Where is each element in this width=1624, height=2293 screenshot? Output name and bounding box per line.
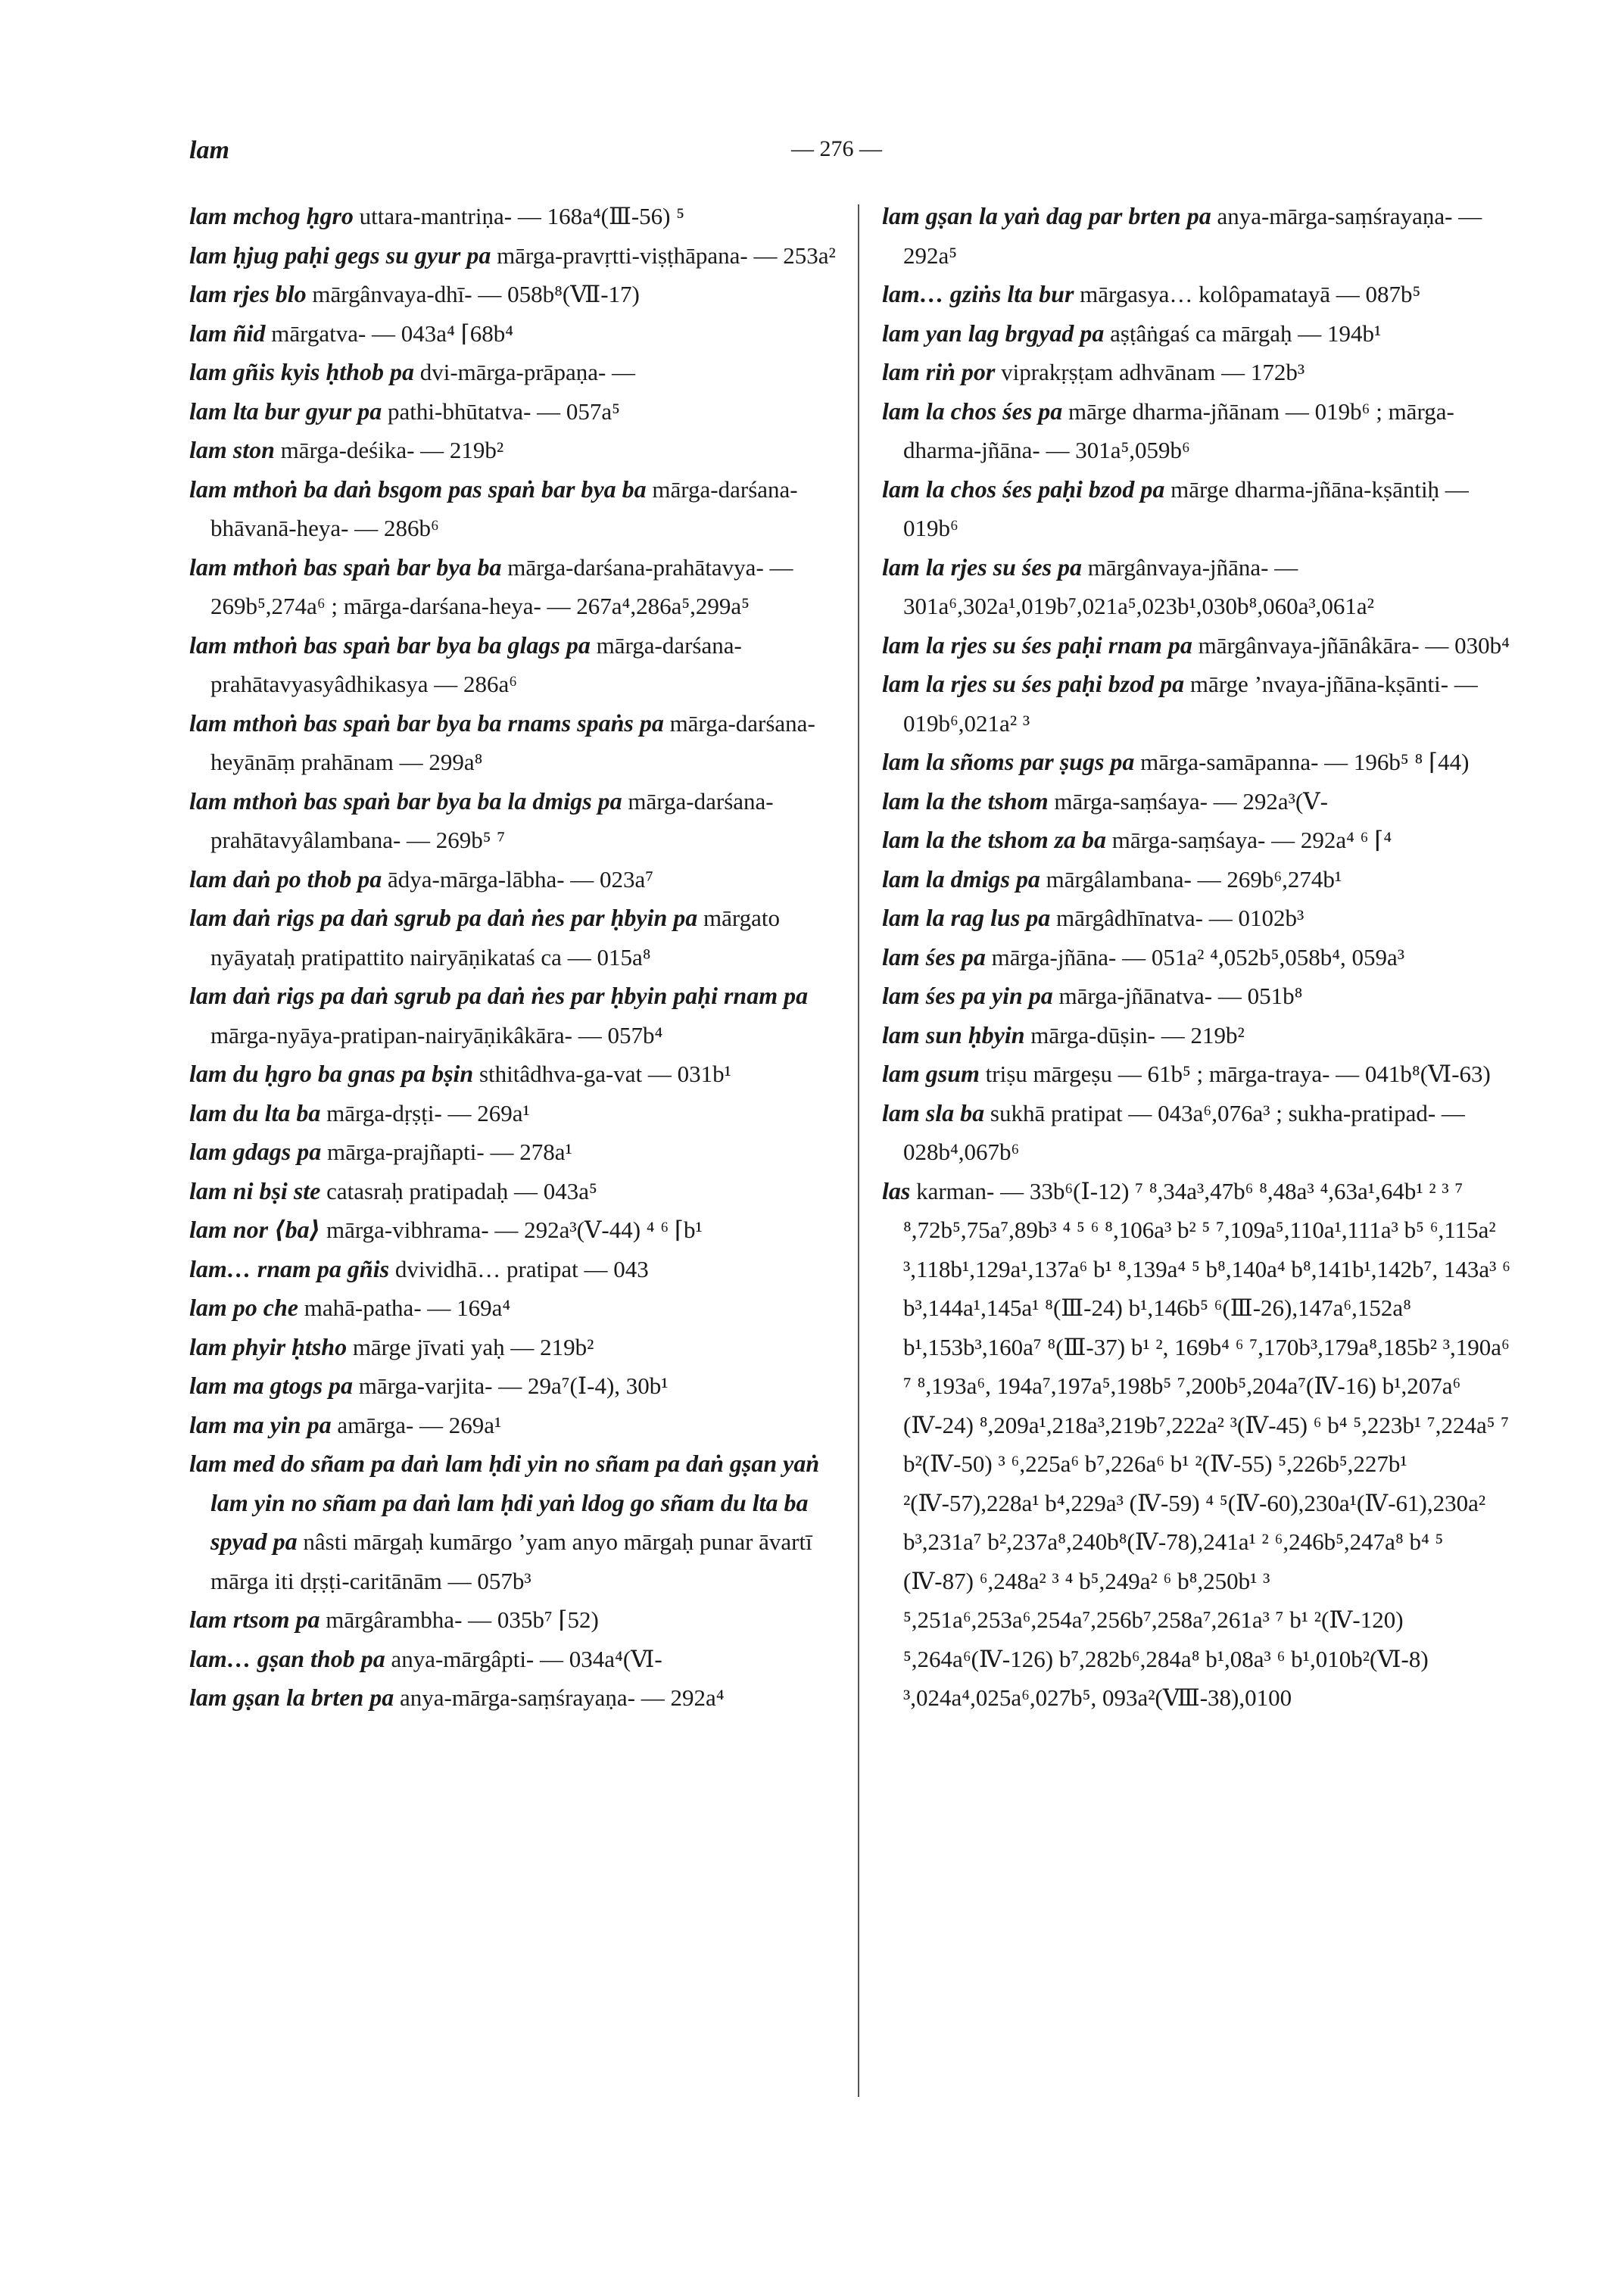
running-head: lam <box>189 136 229 164</box>
dictionary-entry <box>189 548 837 626</box>
dictionary-entry <box>189 704 837 782</box>
dictionary-entry <box>189 1406 837 1445</box>
entry-definition: ādya-mārga-lābha- — 023a⁷ <box>388 865 654 893</box>
dictionary-entry <box>882 821 1518 860</box>
dictionary-entry <box>882 899 1518 938</box>
dictionary-entry <box>882 1094 1518 1172</box>
dictionary-entry <box>882 1016 1518 1055</box>
dictionary-entry <box>189 236 837 276</box>
entry-definition: nâsti mārgaḥ kumārgo ’yam anyo mārgaḥ punar āvartī mārga iti dṛṣṭi-caritānām — 057b³ <box>210 1528 812 1594</box>
entry-headword: lam gñis kyis ḥthob pa <box>189 358 414 385</box>
entry-definition: mārga-varjita- — 29a⁷(Ⅰ-4), 30b¹ <box>358 1372 669 1399</box>
dictionary-entry <box>189 1250 837 1289</box>
entry-headword: lam po che <box>189 1294 298 1321</box>
dictionary-entry <box>882 314 1518 354</box>
entry-definition: anya-mārga-saṃśrayaṇa- — 292a⁴ <box>400 1684 725 1711</box>
dictionary-entry <box>189 626 837 704</box>
entry-definition: anya-mārga-saṃśrayaṇa- — 292a⁵ <box>903 203 1482 269</box>
entry-headword: lam sla ba <box>882 1098 985 1126</box>
entry-definition: mārga-darśana-bhāvanā-heya- — 286b⁶ <box>210 475 798 541</box>
entry-headword: lam ni bṣi ste <box>189 1176 321 1204</box>
dictionary-entry <box>882 782 1518 821</box>
entry-definition: pathi-bhūtatva- — 057a⁵ <box>388 397 620 425</box>
entry-headword: lam ñid <box>189 319 266 347</box>
entry-definition: mārgâlambana- — 269b⁶,274b¹ <box>1046 865 1342 893</box>
entry-headword: lam… rnam pa gñis <box>189 1254 390 1282</box>
entry-headword: lam du lta ba <box>189 1098 321 1126</box>
dictionary-entry <box>882 353 1518 392</box>
entry-definition: mārgatva- — 043a⁴ ⌈68b⁴ <box>271 319 514 347</box>
dictionary-entry <box>189 1132 837 1172</box>
dictionary-entry <box>189 1328 837 1367</box>
entry-headword: lam ma yin pa <box>189 1410 332 1438</box>
entry-definition: catasraḥ pratipadaḥ — 043a⁵ <box>326 1177 597 1204</box>
entry-headword: lam śes pa <box>882 942 986 970</box>
entry-definition: mārga-darśana-prahātavyasyâdhikasya — 286a⁶ <box>210 631 742 697</box>
entry-headword: lam ḥjug paḥi gegs su gyur pa <box>189 241 491 269</box>
dictionary-entry <box>189 197 837 236</box>
entry-headword: lam daṅ po thob pa <box>189 865 382 893</box>
entry-headword: lam sun ḥbyin <box>882 1020 1025 1048</box>
entry-headword: lam lta bur gyur pa <box>189 397 382 425</box>
entry-definition: mārga-darśana-heyānāṃ prahānam — 299a⁸ <box>210 709 815 775</box>
entry-headword: lam gṣan la brten pa <box>189 1684 394 1711</box>
left-column <box>189 197 837 1718</box>
entry-headword: lam la rjes su śes pa <box>882 553 1083 581</box>
entry-headword: lam śes pa yin pa <box>882 982 1053 1009</box>
entry-definition: mārge ’nvaya-jñāna-kṣānti- — 019b⁶,021a² ³ <box>903 671 1478 737</box>
entry-definition: dvi-mārga-prāpaṇa- — <box>419 359 636 385</box>
entry-headword: lam phyir ḥtsho <box>189 1332 348 1360</box>
entry-headword: las <box>882 1176 911 1204</box>
entry-definition: mārgânvaya-dhī- — 058b⁸(Ⅶ-17) <box>312 281 640 307</box>
entry-definition: mārga-vibhrama- — 292a³(Ⅴ-44) ⁴ ⁶ ⌈b¹ <box>326 1217 703 1243</box>
dictionary-entry <box>189 860 837 899</box>
entry-definition: mārgato nyāyataḥ pratipattito nairyāṇikataś ca — 015a⁸ <box>210 905 781 970</box>
right-column <box>882 197 1518 1718</box>
entry-headword: lam rtsom pa <box>189 1606 320 1633</box>
dictionary-entry <box>189 1210 837 1250</box>
entry-definition: mārga-dṛṣṭi- — 269a¹ <box>326 1099 530 1126</box>
dictionary-entry <box>189 470 837 548</box>
entry-definition: mārgâdhīnatva- — 0102b³ <box>1056 905 1304 931</box>
entry-definition: amārga- — 269a¹ <box>337 1411 502 1438</box>
dictionary-entry <box>189 1094 837 1133</box>
dictionary-entry <box>189 431 837 470</box>
entry-headword: lam mthoṅ ba daṅ bsgom pas spaṅ bar bya ba <box>189 475 647 503</box>
entry-definition: dvividhā… pratipat — 043 <box>394 1255 649 1282</box>
entry-headword: lam la the tshom <box>882 787 1049 815</box>
dictionary-entry <box>189 1288 837 1328</box>
entry-headword: lam mthoṅ bas spaṅ bar bya ba la dmigs pa <box>189 787 622 815</box>
entry-definition: mārgânvaya-jñāna- — 301a⁶,302a¹,019b⁷,021a⁵,023b¹,030b⁸,060a³,061a² <box>903 553 1374 619</box>
entry-definition: mārgânvaya-jñānâkāra- — 030b⁴ <box>1198 631 1510 659</box>
entry-headword: lam la chos śes paḥi bzod pa <box>882 475 1165 503</box>
dictionary-entry <box>189 314 837 354</box>
dictionary-entry <box>189 1172 837 1211</box>
entry-definition: mārge jīvati yaḥ — 219b² <box>352 1333 594 1360</box>
entry-headword: lam la chos śes pa <box>882 397 1063 425</box>
dictionary-entry <box>882 470 1518 548</box>
dictionary-entry <box>189 1600 837 1640</box>
entry-headword: lam med do sñam pa daṅ lam ḥdi yin no sñam pa daṅ gṣan yaṅ lam yin no sñam pa daṅ lam ḥdi yaṅ ldog go sñam du lta ba spyad pa <box>189 1450 820 1555</box>
entry-headword: lam la sñoms par ṣugs pa <box>882 748 1135 775</box>
entry-headword: lam yan lag brgyad pa <box>882 319 1105 347</box>
entry-headword: lam mchog ḥgro <box>189 202 354 229</box>
dictionary-entry <box>882 860 1518 899</box>
dictionary-entry <box>189 899 837 977</box>
entry-definition: aṣṭâṅgaś ca mārgaḥ — 194b¹ <box>1110 319 1382 347</box>
entry-definition: mārga-jñānatva- — 051b⁸ <box>1058 983 1303 1009</box>
entry-definition: mārga-darśana-prahātavyâlambana- — 269b⁵ ⁷ <box>210 787 774 853</box>
page-number: — 276 — <box>791 136 882 161</box>
entry-headword: lam la rjes su śes paḥi rnam pa <box>882 631 1192 659</box>
entry-definition: mārga-nyāya-pratipan-nairyāṇikâkāra- — 057b⁴ <box>210 1021 663 1048</box>
entry-headword: lam mthoṅ bas spaṅ bar bya ba <box>189 553 502 581</box>
entry-definition: mārga-prajñapti- — 278a¹ <box>326 1139 572 1165</box>
dictionary-entry <box>882 275 1518 314</box>
entry-headword: lam la rjes su śes paḥi bzod pa <box>882 670 1185 697</box>
dictionary-entry <box>882 197 1518 275</box>
entry-definition: mārgasya… kolôpamatayā — 087b⁵ <box>1080 281 1421 307</box>
entry-headword: lam gṣan la yaṅ dag par brten pa <box>882 202 1211 229</box>
dictionary-entry <box>882 977 1518 1016</box>
dictionary-entry <box>882 392 1518 470</box>
dictionary-entry <box>882 1172 1518 1718</box>
entry-definition: viprakṛṣṭam adhvānam — 172b³ <box>1001 359 1305 385</box>
dictionary-entry <box>882 626 1518 665</box>
dictionary-entry <box>882 1055 1518 1094</box>
entry-definition: mārga-saṃśaya- — 292a⁴ ⁶ ⌈⁴ <box>1111 827 1392 853</box>
entry-headword: lam rjes blo <box>189 280 307 307</box>
entry-headword: lam ston <box>189 436 275 463</box>
entry-definition: mārga-samāpanna- — 196b⁵ ⁸ ⌈44) <box>1140 749 1470 775</box>
dictionary-entry <box>189 977 837 1055</box>
entry-definition: mārga-dūṣin- — 219b² <box>1030 1021 1245 1048</box>
entry-headword: lam… gṣan thob pa <box>189 1644 385 1672</box>
entry-headword: lam daṅ rigs pa daṅ sgrub pa daṅ ṅes par ḥbyin pa <box>189 904 698 931</box>
dictionary-entry <box>189 1444 837 1600</box>
dictionary-entry <box>189 275 837 314</box>
entry-definition: uttara-mantriṇa- — 168a⁴(Ⅲ-56) ⁵ <box>359 203 685 229</box>
dictionary-entry <box>882 938 1518 977</box>
dictionary-entry <box>189 1640 837 1679</box>
entry-definition: sukhā pratipat — 043a⁶,076a³ ; sukha-pratipad- — 028b⁴,067b⁶ <box>903 1099 1465 1165</box>
entry-definition: karman- — 33b⁶(Ⅰ-12) ⁷ ⁸,34a³,47b⁶ ⁸,48a³ ⁴,63a¹,64b¹ ² ³ ⁷ ⁸,72b⁵,75a⁷,89b³ ⁴ ⁵ ⁶ ⁸,106a³ b² ⁵ ⁷,109a⁵,110a¹,111a³ b⁵ ⁶,115a² ³,118b¹,129a¹,137a⁶ b¹ ⁸,139a⁴ ⁵ b⁸,140a⁴ b⁸,141b¹,142b⁷, 143a³ ⁶ b³,144a¹,145a¹ ⁸(Ⅲ-24) b¹,146b⁵ ⁶(Ⅲ-26),147a⁶,152a⁸ b¹,153b³,160a⁷ ⁸(Ⅲ-37) b¹ ², 169b⁴ ⁶ ⁷,170b³,179a⁸,185b² ³,190a⁶ ⁷ ⁸,193a⁶, 194a⁷,197a⁵,198b⁵ ⁷,200b⁵,204a⁷(Ⅳ-16) b¹,207a⁶ (Ⅳ-24) ⁸,209a¹,218a³,219b⁷,222a² ³(Ⅳ-45) ⁶ b⁴ ⁵,223b¹ ⁷,224a⁵ ⁷ b²(Ⅳ-50) ³ ⁶,225a⁶ b⁷,226a⁶ b¹ ²(Ⅳ-55) ⁵,226b⁵,227b¹ ²(Ⅳ-57),228a¹ b⁴,229a³ (Ⅳ-59) ⁴ ⁵(Ⅳ-60),230a¹(Ⅳ-61),230a² b³,231a⁷ b²,237a⁸,240b⁸(Ⅳ-78),241a¹ ² ⁶,246b⁵,247a⁸ b⁴ ⁵ (Ⅳ-87) ⁶,248a² ³ ⁴ b⁵,249a² ⁶ b⁸,250b¹ ³ ⁵,251a⁶,253a⁶,254a⁷,256b⁷,258a⁷,261a³ ⁷ b¹ ²(Ⅳ-120) ⁵,264a⁶(Ⅳ-126) b⁷,282b⁶,284a⁸ b¹,08a³ ⁶ b¹,010b²(Ⅵ-8) ³,024a⁴,025a⁶,027b⁵, 093a²(Ⅷ-38),0100 <box>903 1177 1510 1711</box>
entry-definition: sthitâdhva-ga-vat — 031b¹ <box>478 1061 731 1087</box>
entry-definition: anya-mārgâpti- — 034a⁴(Ⅵ- <box>391 1645 662 1672</box>
entry-definition: triṣu mārgeṣu — 61b⁵ ; mārga-traya- — 041b⁸(Ⅵ-63) <box>985 1061 1491 1087</box>
entry-headword: lam gsum <box>882 1060 980 1087</box>
entry-definition: mārge dharma-jñāna-kṣāntiḥ — 019b⁶ <box>903 475 1469 541</box>
entry-definition: mārga-saṃśaya- — 292a³(Ⅴ- <box>1054 787 1328 815</box>
entry-headword: lam riṅ por <box>882 358 996 385</box>
dictionary-entry <box>189 1055 837 1094</box>
dictionary-entry <box>189 1678 837 1718</box>
entry-headword: lam nor ⟨ba⟩ <box>189 1216 321 1243</box>
dictionary-entry <box>882 743 1518 782</box>
entry-definition: mārgârambha- — 035b⁷ ⌈52) <box>326 1606 599 1633</box>
entry-headword: lam du ḥgro ba gnas pa bṣin <box>189 1060 474 1087</box>
entry-definition: mahā-patha- — 169a⁴ <box>304 1294 511 1321</box>
entry-headword: lam ma gtogs pa <box>189 1372 354 1399</box>
entry-headword: lam la the tshom za ba <box>882 826 1107 853</box>
entry-definition: mārga-jñāna- — 051a² ⁴,052b⁵,058b⁴, 059a³ <box>991 943 1405 970</box>
entry-headword: lam gdags pa <box>189 1138 322 1165</box>
entry-definition: mārga-pravṛtti-viṣṭhāpana- — 253a² <box>497 241 836 269</box>
entry-definition: mārge dharma-jñānam — 019b⁶ ; mārga-dharma-jñāna- — 301a⁵,059b⁶ <box>903 397 1454 463</box>
entry-headword: lam mthoṅ bas spaṅ bar bya ba glags pa <box>189 631 591 659</box>
dictionary-entry <box>882 548 1518 626</box>
entry-headword: lam mthoṅ bas spaṅ bar bya ba rnams spaṅs pa <box>189 709 664 737</box>
entry-headword: lam… gziṅs lta bur <box>882 280 1074 307</box>
dictionary-entry <box>189 1366 837 1406</box>
dictionary-entry <box>189 392 837 431</box>
entry-headword: lam daṅ rigs pa daṅ sgrub pa daṅ ṅes par ḥbyin paḥi rnam pa <box>189 982 809 1009</box>
entry-definition: mārga-deśika- — 219b² <box>280 437 504 463</box>
column-divider <box>858 204 859 2097</box>
entry-headword: lam la rag lus pa <box>882 904 1051 931</box>
dictionary-entry <box>882 665 1518 743</box>
dictionary-entry <box>189 782 837 860</box>
entry-definition: mārga-darśana-prahātavya- — 269b⁵,274a⁶ ; mārga-darśana-heya- — 267a⁴,286a⁵,299a⁵ <box>210 553 793 619</box>
dictionary-entry <box>189 353 837 392</box>
entry-headword: lam la dmigs pa <box>882 865 1040 893</box>
